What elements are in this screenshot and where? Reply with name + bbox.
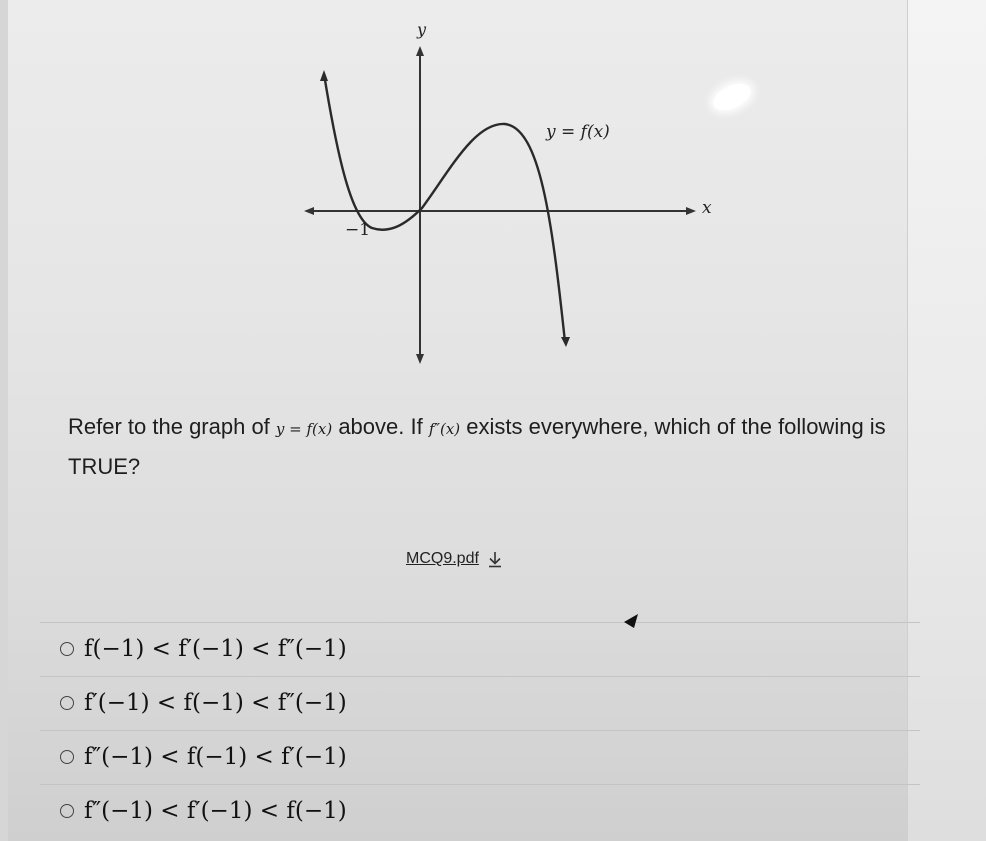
x-tick-label: −1	[345, 220, 371, 240]
divider-choice-1	[40, 676, 920, 677]
graph-svg	[290, 20, 740, 380]
choice-option-1[interactable]	[56, 622, 916, 676]
question-math-2: f″(x)	[428, 420, 461, 438]
choice-option-2[interactable]	[56, 676, 916, 730]
x-axis-label: x	[702, 198, 712, 218]
curve-bottom-arrow	[561, 337, 570, 347]
choice-option-3[interactable]	[56, 730, 916, 784]
choice-label: f′(−1) < f(−1) < f″(−1)	[84, 690, 347, 716]
question-part-2: above. If	[332, 414, 429, 439]
curve-top-arrow	[320, 70, 328, 81]
choice-option-4[interactable]	[56, 784, 916, 838]
divider-choice-3	[40, 784, 920, 785]
curve-f	[324, 74, 565, 342]
radio-button[interactable]	[60, 750, 74, 764]
radio-button[interactable]	[60, 804, 74, 818]
download-arrow-icon[interactable]	[487, 550, 503, 568]
question-math-1: y = f(x)	[275, 420, 333, 438]
y-axis-up-arrow	[416, 46, 424, 56]
right-panel	[907, 0, 986, 841]
radio-button[interactable]	[60, 696, 74, 710]
x-axis-right-arrow	[686, 207, 696, 215]
choice-label: f″(−1) < f(−1) < f′(−1)	[84, 744, 347, 770]
question-text	[68, 408, 908, 486]
y-axis-label: y	[417, 20, 427, 39]
question-part-3: exists everywhere, which of the following is TRUE?	[68, 414, 886, 479]
screen-edge	[0, 0, 8, 841]
radio-button[interactable]	[60, 642, 74, 656]
attachment-filename[interactable]: MCQ9.pdf	[406, 550, 479, 567]
attachment-link[interactable]	[406, 550, 503, 568]
choice-label: f″(−1) < f′(−1) < f(−1)	[84, 798, 347, 824]
y-axis-down-arrow	[416, 354, 424, 364]
choice-label: f(−1) < f′(−1) < f″(−1)	[84, 636, 347, 662]
divider-choice-2	[40, 730, 920, 731]
function-graph	[290, 20, 740, 380]
curve-label: y = f(x)	[546, 122, 610, 142]
x-axis-left-arrow	[304, 207, 314, 215]
mouse-pointer-icon	[624, 612, 640, 637]
question-part-1: Refer to the graph of	[68, 414, 276, 439]
